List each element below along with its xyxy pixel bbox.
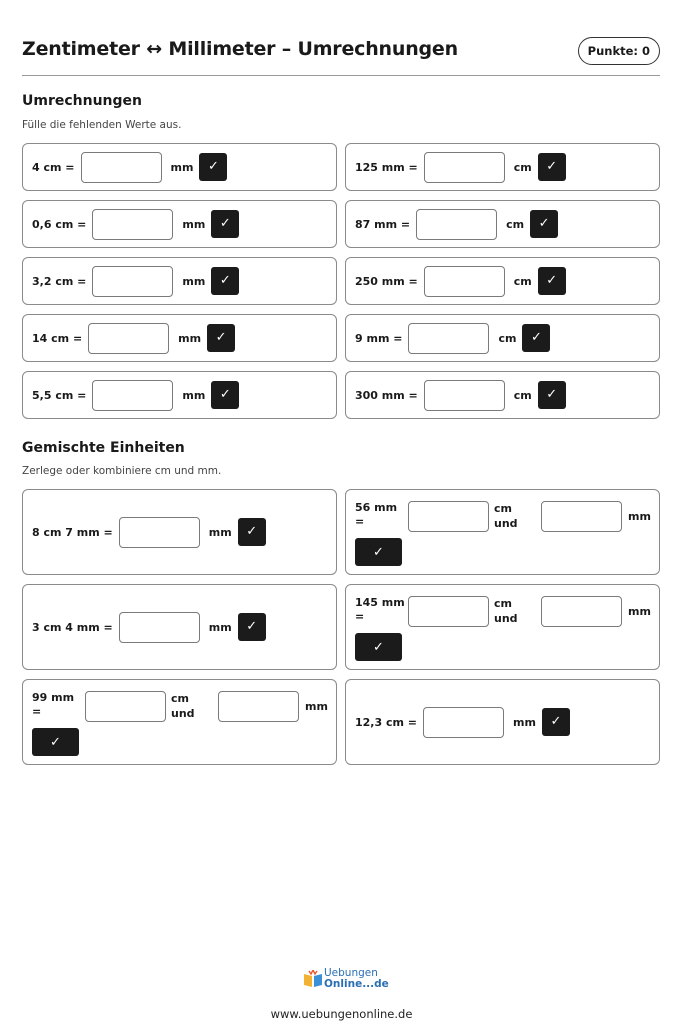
exercise-card	[22, 257, 337, 305]
mixed-exercise-card	[22, 489, 337, 575]
mm-input[interactable]	[218, 691, 299, 722]
page-header	[22, 36, 660, 66]
unit-label-cm: cm	[494, 502, 512, 515]
exercise-equation: 250 mm =	[355, 274, 418, 288]
check-button[interactable]: ✓	[207, 324, 235, 352]
mm-input[interactable]	[541, 596, 622, 627]
unit-label: mm	[182, 388, 206, 402]
exercise-equation: 56 mm	[355, 501, 398, 514]
header-divider	[22, 75, 660, 76]
exercise-equation: 3,2 cm =	[32, 274, 87, 288]
answer-input[interactable]	[92, 380, 173, 411]
logo-text-line1: Uebungen	[324, 967, 378, 979]
exercise-equals: =	[355, 610, 365, 623]
exercise-card	[22, 314, 337, 362]
mm-input[interactable]	[541, 501, 622, 532]
answer-input[interactable]	[424, 152, 505, 183]
unit-label-and: und	[494, 517, 518, 530]
section-subtitle-conversions: Fülle die fehlenden Werte aus.	[22, 119, 182, 131]
answer-input[interactable]	[81, 152, 162, 183]
check-button[interactable]: ✓	[538, 267, 566, 295]
check-button[interactable]: ✓	[355, 538, 402, 566]
check-button[interactable]: ✓	[355, 633, 402, 661]
exercise-equation: 99 mm	[32, 691, 75, 704]
unit-label: cm	[513, 388, 532, 402]
exercise-equation: 4 cm =	[32, 160, 75, 174]
check-button[interactable]: ✓	[238, 613, 266, 641]
check-button[interactable]: ✓	[538, 381, 566, 409]
unit-label-mm: mm	[305, 700, 328, 713]
unit-label-and: und	[171, 707, 195, 720]
exercise-equation: 145 mm	[355, 596, 405, 609]
unit-label: mm	[170, 160, 194, 174]
check-button[interactable]: ✓	[542, 708, 570, 736]
unit-label: cm	[498, 331, 517, 345]
unit-label: mm	[513, 715, 536, 729]
exercise-equation: 14 cm =	[32, 331, 83, 345]
check-button[interactable]: ✓	[199, 153, 227, 181]
exercise-equation: 0,6 cm =	[32, 217, 87, 231]
split-exercise-card	[22, 679, 337, 765]
exercise-card	[345, 143, 660, 191]
exercise-card	[22, 200, 337, 248]
unit-label-cm: cm	[171, 692, 189, 705]
mixed-exercise-card	[22, 584, 337, 670]
exercise-card	[345, 314, 660, 362]
exercise-equation: 125 mm =	[355, 160, 418, 174]
answer-input[interactable]	[92, 209, 173, 240]
unit-label: mm	[182, 274, 206, 288]
cm-input[interactable]	[85, 691, 166, 722]
logo-text-line2: Online...de	[324, 978, 389, 990]
check-button[interactable]: ✓	[238, 518, 266, 546]
answer-input[interactable]	[88, 323, 169, 354]
exercise-card	[345, 371, 660, 419]
exercise-equation: 12,3 cm =	[355, 715, 417, 729]
exercise-equation: 300 mm =	[355, 388, 418, 402]
answer-input[interactable]	[408, 323, 489, 354]
answer-input[interactable]	[424, 380, 505, 411]
split-exercise-card	[345, 584, 660, 670]
site-logo	[303, 967, 389, 992]
score-badge: Punkte: 0	[578, 37, 660, 65]
unit-label: cm	[506, 217, 525, 231]
unit-label-mm: mm	[628, 605, 651, 618]
unit-label: cm	[513, 274, 532, 288]
exercise-equation: 8 cm 7 mm =	[32, 525, 113, 539]
exercise-card	[22, 371, 337, 419]
exercise-equation: 3 cm 4 mm =	[32, 620, 113, 634]
unit-label-cm: cm	[494, 597, 512, 610]
answer-input[interactable]	[424, 266, 505, 297]
unit-label: mm	[182, 217, 206, 231]
exercise-equals: =	[32, 705, 42, 718]
answer-input[interactable]	[423, 707, 504, 738]
section-title-mixed-units: Gemischte Einheiten	[22, 440, 185, 456]
book-icon	[303, 970, 323, 988]
split-exercise-card	[345, 489, 660, 575]
unit-label: cm	[513, 160, 532, 174]
exercise-card	[345, 200, 660, 248]
cm-input[interactable]	[408, 596, 489, 627]
check-button[interactable]: ✓	[211, 210, 239, 238]
answer-input[interactable]	[92, 266, 173, 297]
unit-label: mm	[208, 525, 232, 539]
exercise-equation: 9 mm =	[355, 331, 403, 345]
exercise-card	[22, 143, 337, 191]
section-title-conversions: Umrechnungen	[22, 93, 143, 109]
check-button[interactable]: ✓	[538, 153, 566, 181]
check-button[interactable]: ✓	[32, 728, 79, 756]
mixed-exercise-card	[345, 679, 660, 765]
unit-label-mm: mm	[628, 510, 651, 523]
page-title: Zentimeter ↔ Millimeter – Umrechnungen	[22, 38, 458, 60]
footer-url[interactable]: www.uebungenonline.de	[270, 1007, 413, 1021]
answer-input[interactable]	[119, 517, 200, 548]
exercise-equals: =	[355, 515, 365, 528]
cm-input[interactable]	[408, 501, 489, 532]
check-button[interactable]: ✓	[211, 267, 239, 295]
exercise-equation: 87 mm =	[355, 217, 411, 231]
unit-label: mm	[208, 620, 232, 634]
check-button[interactable]: ✓	[522, 324, 550, 352]
check-button[interactable]: ✓	[530, 210, 558, 238]
unit-label-and: und	[494, 612, 518, 625]
check-button[interactable]: ✓	[211, 381, 239, 409]
answer-input[interactable]	[119, 612, 200, 643]
section-subtitle-mixed-units: Zerlege oder kombiniere cm und mm.	[22, 465, 222, 477]
unit-label: mm	[178, 331, 202, 345]
answer-input[interactable]	[416, 209, 497, 240]
exercise-equation: 5,5 cm =	[32, 388, 87, 402]
exercise-card	[345, 257, 660, 305]
